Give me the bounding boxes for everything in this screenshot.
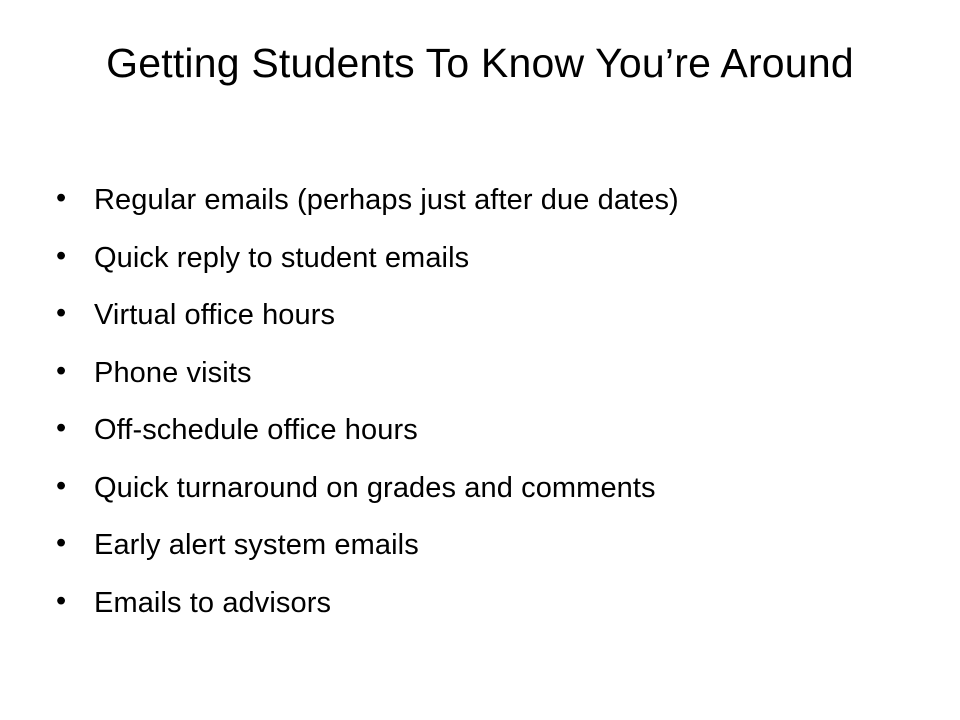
bullet-item <box>56 517 679 575</box>
bullet-item <box>56 345 679 403</box>
bullet-list <box>56 172 679 632</box>
bullet-item <box>56 460 679 518</box>
bullet-text: Off-schedule office hours <box>94 414 418 446</box>
bullet-text: Early alert system emails <box>94 529 419 561</box>
bullet-text: Regular emails (perhaps just after due dates) <box>94 184 679 216</box>
bullet-text: Quick reply to student emails <box>94 241 470 274</box>
bullet-icon: • <box>56 354 67 387</box>
bullet-text: Quick turnaround on grades and comments <box>94 471 656 504</box>
bullet-icon: • <box>56 297 67 329</box>
bullet-text: Emails to advisors <box>94 586 332 619</box>
bullet-icon: • <box>56 239 67 272</box>
bullet-item <box>56 172 679 230</box>
bullet-text: Virtual office hours <box>94 299 336 331</box>
bullet-item <box>56 402 679 460</box>
bullet-item <box>56 287 679 345</box>
bullet-item <box>56 575 679 633</box>
bullet-icon: • <box>56 412 67 444</box>
bullet-item <box>56 230 679 288</box>
bullet-text: Phone visits <box>94 356 252 389</box>
bullet-icon: • <box>56 182 67 214</box>
bullet-icon: • <box>56 469 67 502</box>
slide-title: Getting Students To Know You’re Around <box>106 40 854 86</box>
bullet-icon: • <box>56 527 67 559</box>
bullet-icon: • <box>56 584 67 617</box>
